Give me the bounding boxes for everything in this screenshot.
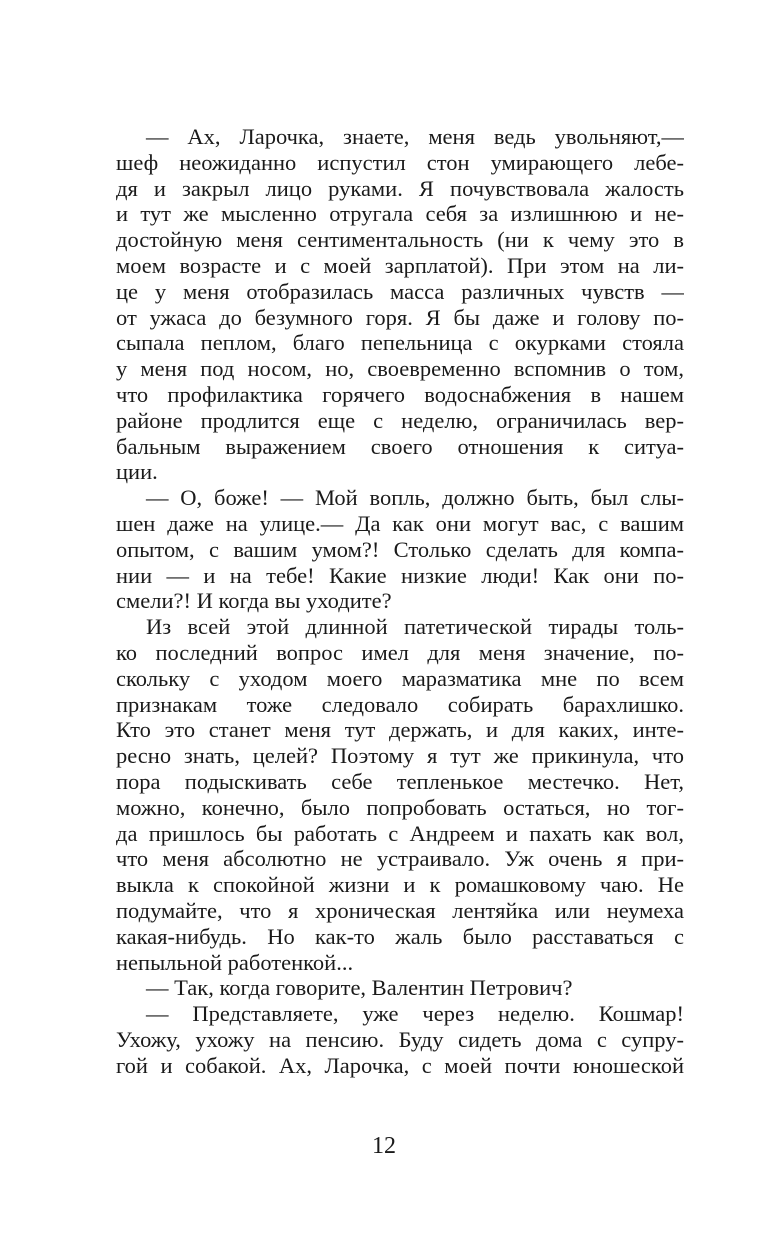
text-line: районе продлится еще с неделю, ограничилась вер-: [116, 407, 684, 433]
text-line: что профилактика горячего водоснабжения в нашем: [116, 381, 684, 407]
text-line: ресно знать, целей? Поэтому я тут же прикинула, что: [116, 743, 684, 769]
text-line: и тут же мысленно отругала себя за излишнюю и не-: [116, 201, 684, 227]
text-line: — Представляете, уже через неделю. Кошмар!: [146, 1001, 684, 1027]
text-line: ко последний вопрос имел для меня значение, по-: [116, 639, 684, 665]
text-line: це у меня отобразилась масса различных чувств —: [116, 278, 684, 304]
text-line: признакам тоже следовало собирать барахлишко.: [116, 691, 684, 717]
text-line: опытом, с вашим умом?! Столько сделать для компа-: [116, 536, 684, 562]
text-line: бальным выражением своего отношения к ситуа-: [116, 433, 684, 459]
text-line: — Ах, Ларочка, знаете, меня ведь увольняют,—: [146, 124, 684, 149]
text-line: пора подыскивать себе тепленькое местечко. Нет,: [116, 768, 684, 794]
text-line: да пришлось бы работать с Андреем и пахать как вол,: [116, 820, 684, 846]
text-line: гой и собакой. Ах, Ларочка, с моей почти юношеской: [116, 1052, 684, 1078]
text-line: смели?! И когда вы уходите?: [116, 588, 392, 614]
text-line: шеф неожиданно испустил стон умирающего лебе-: [116, 149, 684, 175]
text-line: подумайте, что я хроническая лентяйка или неумеха: [116, 897, 684, 923]
text-line: нии — и на тебе! Какие низкие люди! Как они по-: [116, 562, 684, 588]
page-number: 12: [372, 1133, 396, 1159]
text-line: — О, боже! — Мой вопль, должно быть, был слы-: [146, 485, 684, 511]
text-line: Из всей этой длинной патетической тирады толь-: [146, 614, 684, 640]
text-line: моем возрасте и с моей зарплатой). При этом на ли-: [116, 252, 684, 278]
text-line: шен даже на улице.— Да как они могут вас, с вашим: [116, 510, 684, 536]
text-line: непыльной работенкой...: [116, 949, 354, 975]
text-line: от ужаса до безумного горя. Я бы даже и голову по-: [116, 304, 684, 330]
text-line: у меня под носом, но, своевременно вспомнив о том,: [116, 356, 684, 382]
text-line: — Так, когда говорите, Валентин Петрович?: [146, 975, 573, 1001]
text-line: выкла к спокойной жизни и к ромашковому чаю. Не: [116, 872, 684, 898]
text-line: скольку с уходом моего маразматика мне по всем: [116, 665, 684, 691]
text-line: сыпала пеплом, благо пепельница с окурками стояла: [116, 330, 684, 356]
text-line: дя и закрыл лицо руками. Я почувствовала жалость: [116, 175, 684, 201]
text-line: что меня абсолютно не устраивало. Уж очень я при-: [116, 846, 684, 872]
text-line: какая-нибудь. Но как-то жаль было расставаться с: [116, 923, 684, 949]
text-line: можно, конечно, было попробовать остаться, но тог-: [116, 794, 684, 820]
text-line: достойную меня сентиментальность (ни к чему это в: [116, 227, 684, 253]
text-line: ции.: [116, 459, 158, 485]
text-line: Кто это станет меня тут держать, и для каких, инте-: [116, 717, 684, 743]
page-body-text: [116, 124, 684, 1078]
text-line: Ухожу, ухожу на пенсию. Буду сидеть дома с супру-: [116, 1026, 684, 1052]
